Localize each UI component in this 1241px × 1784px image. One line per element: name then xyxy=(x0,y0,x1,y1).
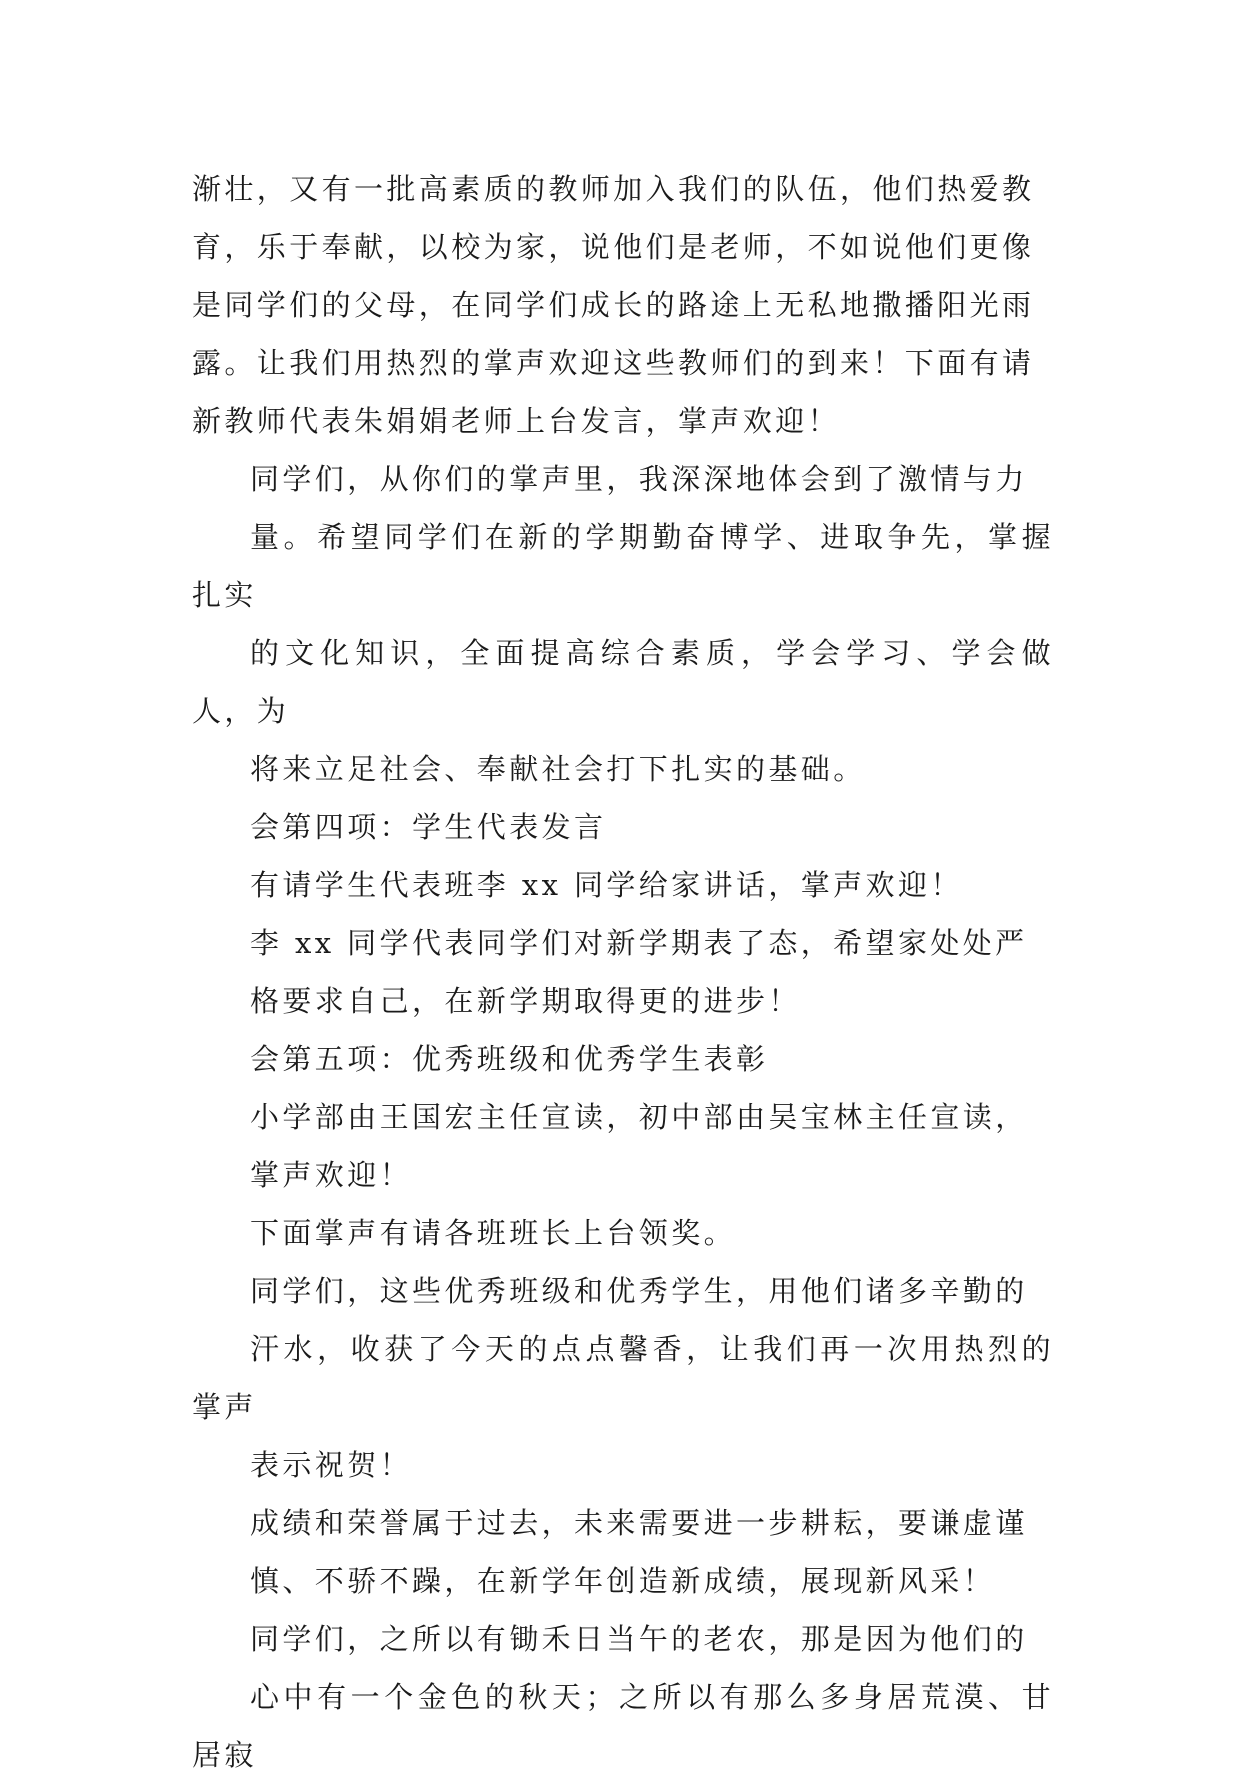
text-line: 汗水，收获了今天的点点馨香，让我们再一次用热烈的掌声 xyxy=(192,1332,1054,1424)
text-line: 心中有一个金色的秋天；之所以有那么多身居荒漠、甘居寂 xyxy=(192,1680,1054,1772)
text-line: 慎、不骄不躁，在新学年创造新成绩，展现新风采！ xyxy=(250,1564,996,1598)
text-line: 会第四项：学生代表发言 xyxy=(250,810,607,844)
text-line: 格要求自己，在新学期取得更的进步！ xyxy=(250,984,801,1018)
text-line: 育，乐于奉献，以校为家，说他们是老师，不如说他们更像 xyxy=(192,230,1035,264)
paragraph xyxy=(192,450,1054,798)
text-line: 是同学们的父母，在同学们成长的路途上无私地撒播阳光雨 xyxy=(192,288,1035,322)
text-line: 同学们，之所以有锄禾日当午的老农，那是因为他们的 xyxy=(250,1622,1028,1656)
text-line: 成绩和荣誉属于过去，未来需要进一步耕耘，要谦虚谨 xyxy=(250,1506,1028,1540)
text-line: 表示祝贺！ xyxy=(250,1448,413,1482)
text-line: 下面掌声有请各班班长上台领奖。 xyxy=(250,1216,737,1250)
text-line: 会第五项：优秀班级和优秀学生表彰 xyxy=(250,1042,769,1076)
paragraph xyxy=(192,1494,1054,1610)
document-body xyxy=(192,160,1054,1784)
text-line: 新教师代表朱娟娟老师上台发言，掌声欢迎！ xyxy=(192,404,841,438)
text-line: 小学部由王国宏主任宣读，初中部由吴宝林主任宣读， xyxy=(250,1100,1028,1134)
text-line: 的文化知识，全面提高综合素质，学会学习、学会做人，为 xyxy=(192,636,1054,728)
text-line: 掌声欢迎！ xyxy=(250,1158,413,1192)
paragraph xyxy=(192,1030,1054,1088)
text-line: 将来立足社会、奉献社会打下扎实的基础。 xyxy=(250,752,866,786)
paragraph xyxy=(192,1088,1054,1204)
text-line: 量。希望同学们在新的学期勤奋博学、进取争先，掌握扎实 xyxy=(192,520,1054,612)
text-line: 渐壮，又有一批高素质的教师加入我们的队伍，他们热爱教 xyxy=(192,172,1035,206)
text-line: 有请学生代表班李 xx 同学给家讲话，掌声欢迎！ xyxy=(250,868,963,902)
paragraph xyxy=(192,914,1054,1030)
paragraph xyxy=(192,1610,1054,1784)
text-line: 同学们，这些优秀班级和优秀学生，用他们诸多辛勤的 xyxy=(250,1274,1028,1308)
paragraph xyxy=(192,798,1054,856)
text-line: 李 xx 同学代表同学们对新学期表了态，希望家处处严 xyxy=(250,926,1028,960)
text-line: 露。让我们用热烈的掌声欢迎这些教师们的到来！下面有请 xyxy=(192,346,1035,380)
paragraph xyxy=(192,160,1054,450)
paragraph xyxy=(192,1262,1054,1494)
text-line: 同学们，从你们的掌声里，我深深地体会到了激情与力 xyxy=(250,462,1028,496)
paragraph xyxy=(192,1204,1054,1262)
paragraph xyxy=(192,856,1054,914)
